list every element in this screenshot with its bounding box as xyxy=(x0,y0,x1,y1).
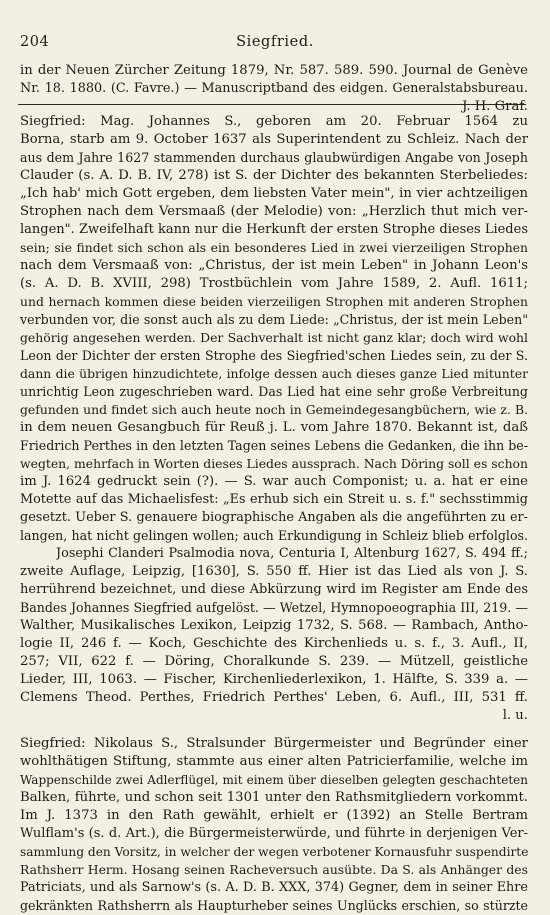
text-line: Clauder (s. A. D. B. IV, 278) ist S. der Dichter des bekannten Sterbeliedes: xyxy=(20,168,528,183)
page-number: 204 xyxy=(20,34,50,50)
reference-line: Lieder, III, 1063. — Fischer, Kirchenliederlexikon, 1. Hälfte, S. 339 a. — xyxy=(20,672,528,687)
text-line: „Ich hab' mich Gott ergeben, dem liebsten Vater mein", in vier achtzeiligen xyxy=(20,186,528,201)
page-header xyxy=(20,34,530,56)
reference-line: herrührend bezeichnet, und diese Abkürzung wird im Register am Ende des xyxy=(20,582,528,597)
reference-line: Walther, Musikalisches Lexikon, Leipzig 1732, S. 568. — Rambach, Antho- xyxy=(20,618,528,633)
author-signature: l. u. xyxy=(502,708,528,723)
text-line: Leon der Dichter der ersten Strophe des Siegfried'schen Liedes sein, zu der S. xyxy=(20,348,528,363)
reference-line: Bandes Johannes Siegfried aufgelöst. — Wetzel, Hymnopoeographia III, 219. — xyxy=(20,600,528,615)
section-divider xyxy=(18,104,526,105)
text-line: in der Neuen Zürcher Zeitung 1879, Nr. 587. 589. 590. Journal de Genève xyxy=(20,63,528,78)
text-line: Wappenschilde zwei Adlerflügel, mit einem über dieselben gelegten geschachteten xyxy=(20,773,528,787)
text-line: gekränkten Rathsherrn als Haupturheber seines Unglücks erschien, so stürzte xyxy=(20,898,528,913)
text-line: Motette auf das Michaelisfest: „Es erhub sich ein Streit u. s. f." sechsstimmig xyxy=(20,492,528,507)
text-line: Nr. 18. 1880. (C. Favre.) — Manuscriptband des eidgen. Generalstabsbureau. xyxy=(20,81,528,96)
reference-line: zweite Auflage, Leipzig, [1630], S. 550 ff. Hier ist das Lied als von J. S. xyxy=(20,564,528,579)
text-line: sein; sie findet sich schon als ein besonderes Lied in zwei vierzeiligen Strophen xyxy=(20,240,528,255)
text-line: Friedrich Perthes in den letzten Tagen seines Lebens die Gedanken, die ihn be- xyxy=(20,438,528,453)
text-line: Patriciats, und als Sarnow's (s. A. D. B. XXX, 374) Gegner, dem in seiner Ehre xyxy=(20,880,528,895)
text-line: dann die übrigen hinzudichtete, infolge dessen auch dieses ganze Lied mitunter xyxy=(20,366,528,381)
reference-line: Josephi Clanderi Psalmodia nova, Centuria I, Altenburg 1627, S. 494 ff.; xyxy=(56,546,528,561)
text-line: wegten, mehrfach in Worten dieses Liedes aussprach. Nach Döring soll es schon xyxy=(20,456,528,471)
text-line: aus dem Jahre 1627 stammenden durchaus glaubwürdigen Angabe von Joseph xyxy=(20,150,528,165)
article-heading-line: Siegfried: Nikolaus S., Stralsunder Bürgermeister und Begründer einer xyxy=(20,736,528,751)
text-line: verbunden vor, die sonst auch als zu dem Liede: „Christus, der ist mein Leben" xyxy=(20,312,528,327)
text-line: wohlthätigen Stiftung, stammte aus einer alten Patricierfamilie, welche im xyxy=(20,754,528,769)
text-line: Wulflam's (s. d. Art.), die Bürgermeisterwürde, und führte in derjenigen Ver- xyxy=(20,826,528,841)
running-title: Siegfried. xyxy=(236,34,314,50)
text-line: Im J. 1373 in den Rath gewählt, erhielt er (1392) an Stelle Bertram xyxy=(20,808,528,823)
text-line: gesetzt. Ueber S. genauere biographische Angaben als die angeführten zu er- xyxy=(20,510,528,525)
text-line: Strophen nach dem Versmaaß (der Melodie) von: „Herzlich thut mich ver- xyxy=(20,204,528,219)
text-line: gehörig angesehen werden. Der Sachverhalt ist nicht ganz klar; doch wird wohl xyxy=(20,330,528,345)
text-line: langen, hat nicht gelingen wollen; auch Erkundigung in Schleiz blieb erfolglos. xyxy=(20,528,528,543)
text-line: langen". Zweifelhaft kann nur die Herkunft der ersten Strophe dieses Liedes xyxy=(20,222,528,237)
text-line: unrichtig Leon zugeschrieben ward. Das Lied hat eine sehr große Verbreitung xyxy=(20,384,528,399)
text-line: nach dem Versmaaß von: „Christus, der ist mein Leben" in Johann Leon's xyxy=(20,258,528,273)
text-line: und hernach kommen diese beiden vierzeiligen Strophen mit anderen Strophen xyxy=(20,294,528,309)
text-line: gefunden und findet sich auch heute noch in Gemeindegesangbüchern, wie z. B. xyxy=(20,402,528,417)
reference-line: logie II, 246 f. — Koch, Geschichte des Kirchenlieds u. s. f., 3. Aufl., II, xyxy=(20,636,528,651)
reference-line: 257; VII, 622 f. — Döring, Choralkunde S. 239. — Mützell, geistliche xyxy=(20,654,528,669)
text-line: sammlung den Vorsitz, in welcher der wegen verbotener Kornausfuhr suspendirte xyxy=(20,845,528,859)
reference-line: Clemens Theod. Perthes, Friedrich Perthes' Leben, 6. Aufl., III, 531 ff. xyxy=(20,690,528,705)
article-heading-line: Siegfried: Mag. Johannes S., geboren am 20. Februar 1564 zu xyxy=(20,114,528,129)
author-signature: J. H. Graf. xyxy=(462,99,528,114)
text-line: Rathsherr Herm. Hosang seinen Racheversuch ausübte. Da S. als Anhänger des xyxy=(20,862,528,877)
text-line: (s. A. D. B. XVIII, 298) Trostbüchlein vom Jahre 1589, 2. Aufl. 1611; xyxy=(20,276,528,291)
text-line: Borna, starb am 9. October 1637 als Superintendent zu Schleiz. Nach der xyxy=(20,132,528,147)
text-line: Balken, führte, und schon seit 1301 unter den Rathsmitgliedern vorkommt. xyxy=(20,790,528,805)
text-line: in dem neuen Gesangbuch für Reuß j. L. vom Jahre 1870. Bekannt ist, daß xyxy=(20,420,528,435)
text-line: im J. 1624 gedruckt sein (?). — S. war auch Componist; u. a. hat er eine xyxy=(20,474,528,489)
